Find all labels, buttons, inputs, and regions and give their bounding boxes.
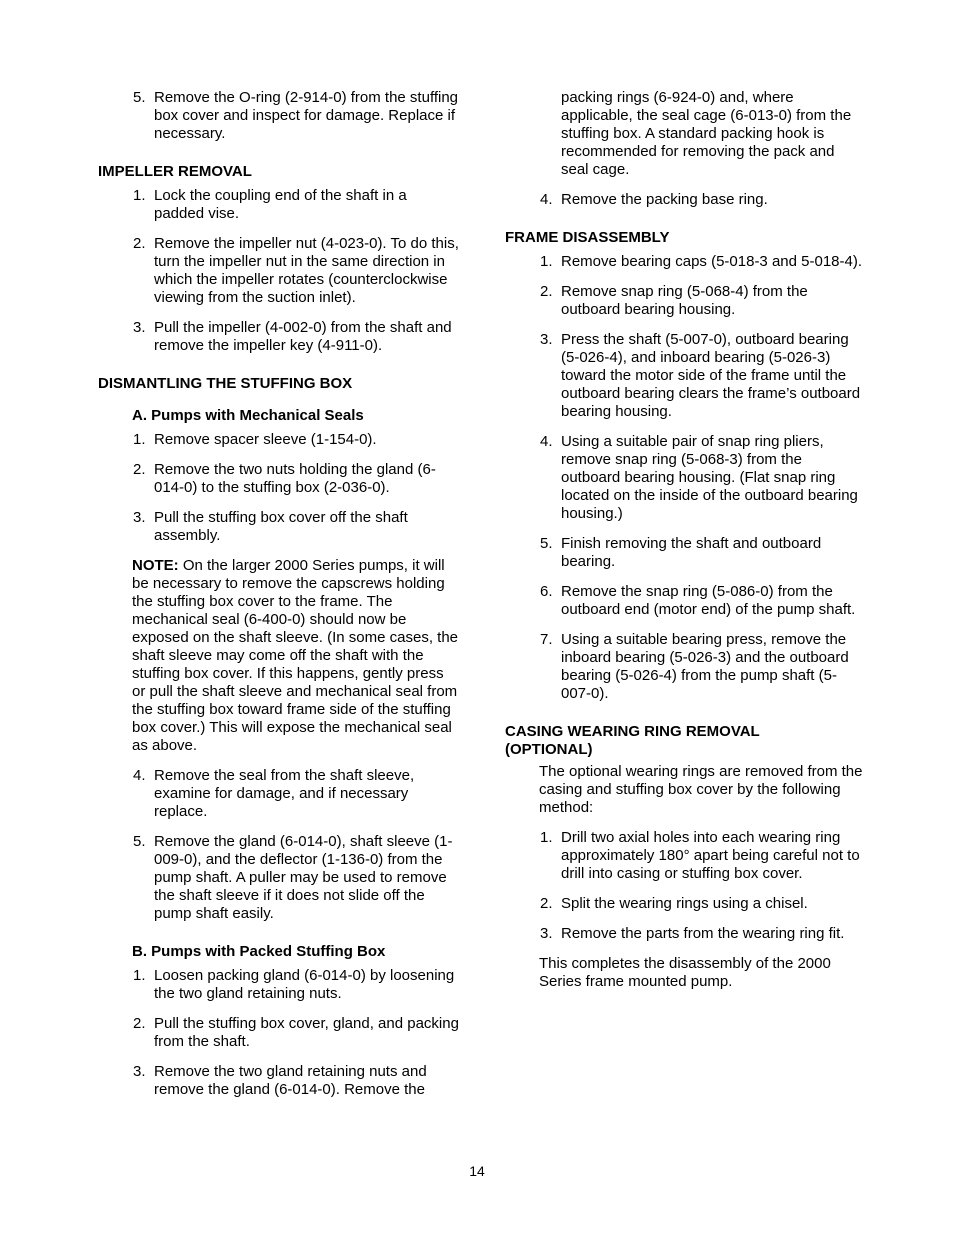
list-item: [98, 767, 460, 821]
list-item: [505, 191, 865, 209]
list-item: [98, 319, 460, 355]
list-item: [505, 631, 865, 703]
list-item: [98, 833, 460, 923]
step-text: Remove bearing caps (5-018-3 and 5-018-4).: [561, 253, 863, 270]
list-item: [98, 1063, 460, 1099]
list-item: [98, 509, 460, 545]
step-text: Remove the packing base ring.: [561, 191, 768, 208]
step-number: 1.: [133, 431, 146, 448]
step-text: Remove the snap ring (5-086-0) from the outboard end (motor end) of the pump shaft.: [561, 583, 856, 618]
step-number: 7.: [540, 631, 553, 648]
list-item: [98, 187, 460, 223]
step-number: 4.: [133, 767, 146, 784]
step-text: Remove the O-ring (2-914-0) from the stuffing box cover and inspect for damage. Replace if necessary.: [154, 89, 459, 142]
list-item: [98, 461, 460, 497]
list-item: [98, 1015, 460, 1051]
list-item: [505, 925, 865, 943]
section-heading-stuffing-box: DISMANTLING THE STUFFING BOX: [98, 375, 353, 392]
step-number: 3.: [133, 509, 146, 526]
step-text: Remove the two nuts holding the gland (6-014-0) to the stuffing box (2-036-0).: [154, 461, 436, 496]
heading-line: (OPTIONAL): [505, 741, 593, 758]
step-number: 5.: [133, 833, 146, 850]
note-label: NOTE:: [132, 557, 179, 574]
step-text: Pull the stuffing box cover off the shaft assembly.: [154, 509, 408, 544]
note-paragraph: [98, 557, 460, 755]
step-text: Press the shaft (5-007-0), outboard bearing (5-026-4), and inboard bearing (5-026-3) toward the motor side of the frame until the outboard bearing clears the frame’s outboard bearing housing.: [561, 331, 861, 420]
heading-line: CASING WEARING RING REMOVAL: [505, 723, 760, 740]
list-item-continued: [505, 89, 865, 179]
step-number: 1.: [540, 829, 553, 846]
step-number: 3.: [133, 319, 146, 336]
step-text: Split the wearing rings using a chisel.: [561, 895, 808, 912]
step-text: Remove the two gland retaining nuts and remove the gland (6-014-0). Remove the: [154, 1063, 427, 1098]
list-item: [505, 583, 865, 619]
list-item: [505, 331, 865, 421]
step-number: 1.: [133, 967, 146, 984]
step-number: 6.: [540, 583, 553, 600]
left-column: [98, 89, 460, 1111]
step-number: 4.: [540, 433, 553, 450]
list-item: [505, 535, 865, 571]
step-number: 3.: [540, 925, 553, 942]
step-text: Finish removing the shaft and outboard bearing.: [561, 535, 822, 570]
step-text: Pull the impeller (4-002-0) from the shaft and remove the impeller key (4-911-0).: [154, 319, 452, 354]
step-number: 3.: [133, 1063, 146, 1080]
list-item: [505, 253, 865, 271]
step-text: Using a suitable pair of snap ring pliers, remove snap ring (5-068-3) from the outboard bearing housing. (Flat snap ring located on the inside of the outboard bearing housing.): [561, 433, 858, 522]
wearing-intro: The optional wearing rings are removed from the casing and stuffing box cover by the following method:: [539, 763, 863, 816]
list-item: [98, 967, 460, 1003]
step-number: 2.: [133, 1015, 146, 1032]
step-number: 1.: [133, 187, 146, 204]
subheading-packed-stuffing-box: B. Pumps with Packed Stuffing Box: [132, 943, 386, 960]
step-number: 4.: [540, 191, 553, 208]
step-text: Drill two axial holes into each wearing ring approximately 180° apart being careful not to drill into casing or stuffing box cover.: [561, 829, 860, 882]
step-number: 5.: [133, 89, 146, 106]
list-item: [505, 283, 865, 319]
step-text: packing rings (6-924-0) and, where applicable, the seal cage (6-013-0) from the stuffing box. A standard packing hook is recommended for removing the pack and seal cage.: [561, 89, 852, 178]
step-number: 3.: [540, 331, 553, 348]
section-heading-frame-disassembly: FRAME DISASSEMBLY: [505, 229, 670, 246]
step-number: 2.: [133, 461, 146, 478]
list-item: [505, 895, 865, 913]
list-item: [98, 235, 460, 307]
step-text: Remove snap ring (5-068-4) from the outboard bearing housing.: [561, 283, 808, 318]
step-text: Pull the stuffing box cover, gland, and packing from the shaft.: [154, 1015, 459, 1050]
step-text: Remove the gland (6-014-0), shaft sleeve (1-009-0), and the deflector (1-136-0) from the pump shaft. A puller may be used to remove the shaft sleeve if it does not slide off the pump shaft easily.: [154, 833, 453, 922]
closing-paragraph: This completes the disassembly of the 2000 Series frame mounted pump.: [539, 955, 831, 990]
step-number: 1.: [540, 253, 553, 270]
note-text: On the larger 2000 Series pumps, it will be necessary to remove the capscrews holding the stuffing box cover to the frame. The mechanical seal (6-400-0) should now be exposed on the shaft sleeve. (In some cases, the shaft sleeve may come off the shaft with the stuffing box cover. If this happens, gently press or pull the shaft sleeve and mechanical seal from the stuffing box toward frame side of the stuffing box cover.) This will expose the mechanical seal as above.: [132, 557, 459, 754]
step-text: Lock the coupling end of the shaft in a padded vise.: [154, 187, 407, 222]
step-text: Loosen packing gland (6-014-0) by loosening the two gland retaining nuts.: [154, 967, 455, 1002]
list-item: [505, 829, 865, 883]
step-text: Remove the seal from the shaft sleeve, examine for damage, and if necessary replace.: [154, 767, 415, 820]
section-heading-impeller-removal: IMPELLER REMOVAL: [98, 163, 252, 180]
section-heading-wearing-ring: [505, 723, 865, 759]
step-number: 2.: [540, 283, 553, 300]
page-number: 14: [469, 1163, 485, 1179]
subheading-mechanical-seals: A. Pumps with Mechanical Seals: [132, 407, 364, 424]
list-item: [98, 89, 460, 143]
list-item: [98, 431, 460, 449]
step-text: Remove spacer sleeve (1-154-0).: [154, 431, 377, 448]
step-number: 2.: [540, 895, 553, 912]
step-number: 2.: [133, 235, 146, 252]
step-text: Remove the impeller nut (4-023-0). To do this, turn the impeller nut in the same direction in which the impeller rotates (counterclockwise viewing from the suction inlet).: [154, 235, 459, 306]
step-text: Remove the parts from the wearing ring fit.: [561, 925, 845, 942]
list-item: [505, 433, 865, 523]
step-text: Using a suitable bearing press, remove the inboard bearing (5-026-3) and the outboard bearing (5-026-4) from the pump shaft (5-007-0).: [561, 631, 849, 702]
step-number: 5.: [540, 535, 553, 552]
right-column: [505, 89, 865, 1003]
